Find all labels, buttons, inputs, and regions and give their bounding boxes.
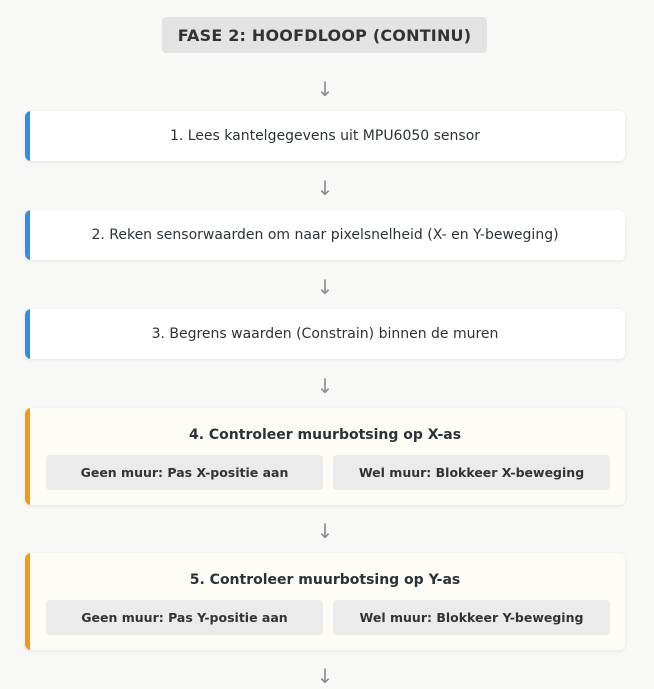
decision-step-y-axis xyxy=(25,553,625,650)
flow-arrow-icon: ↓ xyxy=(316,664,334,688)
flow-step-label: 3. Begrens waarden (Constrain) binnen de muren xyxy=(151,326,499,342)
flow-step-3 xyxy=(25,309,625,359)
decision-option-wall: Wel muur: Blokkeer X-beweging xyxy=(333,455,610,490)
flow-arrow-icon: ↓ xyxy=(316,275,334,299)
decision-options xyxy=(46,455,610,490)
flow-step-2 xyxy=(25,210,625,260)
decision-options xyxy=(46,600,610,635)
flow-step-label: 2. Reken sensorwaarden om naar pixelsnelheid (X- en Y-beweging) xyxy=(91,227,559,243)
decision-step-x-axis xyxy=(25,408,625,505)
phase-title: FASE 2: HOOFDLOOP (CONTINU) xyxy=(162,17,487,53)
flow-arrow-icon: ↓ xyxy=(316,374,334,398)
flow-arrow-icon: ↓ xyxy=(316,77,334,101)
decision-option-no-wall: Geen muur: Pas X-positie aan xyxy=(46,455,323,490)
flow-step-label: 1. Lees kantelgegevens uit MPU6050 sensor xyxy=(169,128,481,144)
flow-step-1 xyxy=(25,111,625,161)
decision-option-wall: Wel muur: Blokkeer Y-beweging xyxy=(333,600,610,635)
decision-title: 5. Controleer muurbotsing op Y-as xyxy=(189,572,461,588)
decision-option-no-wall: Geen muur: Pas Y-positie aan xyxy=(46,600,323,635)
flow-arrow-icon: ↓ xyxy=(316,519,334,543)
flow-arrow-icon: ↓ xyxy=(316,176,334,200)
decision-title: 4. Controleer muurbotsing op X-as xyxy=(188,427,462,443)
